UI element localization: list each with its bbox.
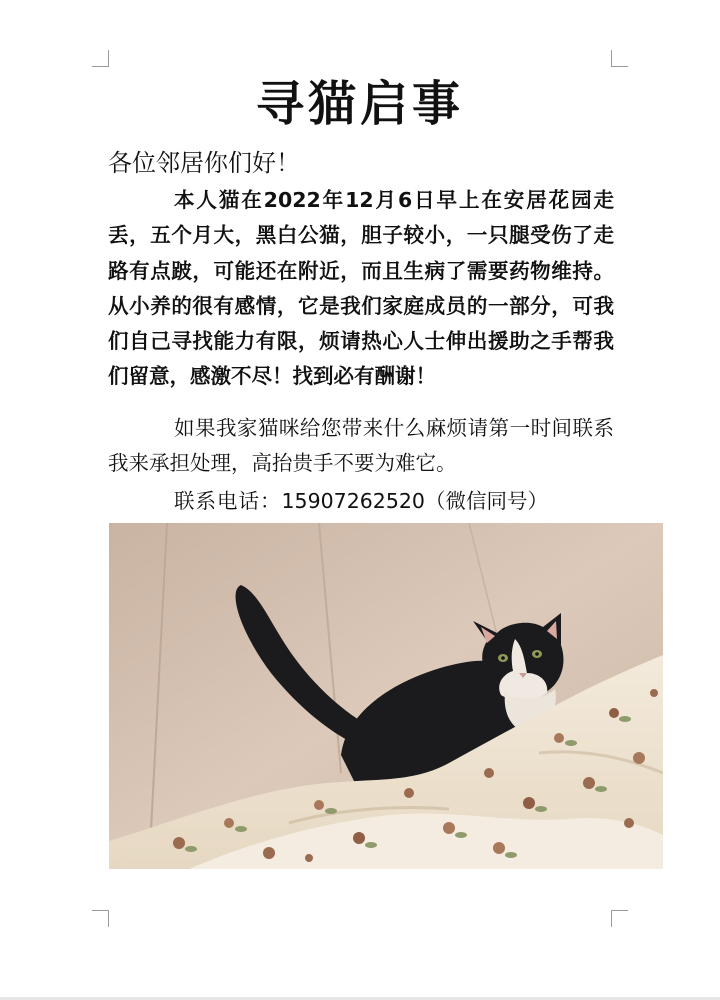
greeting-line: 各位邻居你们好！ (108, 149, 300, 177)
contact-note: （微信同号） (424, 489, 548, 513)
contact-label: 联系电话： (174, 489, 282, 513)
cat-photo-illustration (109, 523, 663, 869)
cat-pupil (501, 656, 505, 660)
margin-corner-mark-bottom-left (92, 910, 109, 927)
description-paragraph: 本人猫在2022年12月6日早上在安居花园走丢，五个月大，黑白公猫，胆子较小，一只腿受伤了走路有点跛，可能还在附近，而且生病了需要药物维持。从小养的很有感情，它是我们家庭成员的一部分，可我们自己寻找能力有限，烦请热心人士伸出援助之手帮我们留意，感激不尽！找到必有酬谢！ (108, 188, 614, 389)
cat-pupil (535, 652, 539, 656)
request-paragraph: 如果我家猫咪给您带来什么麻烦请第一时间联系我来承担处理，高抬贵手不要为难它。 (108, 416, 614, 475)
margin-corner-mark-top-left (92, 50, 109, 67)
contact-line (174, 484, 548, 518)
contact-phone: 15907262520 (281, 489, 425, 513)
margin-corner-mark-top-right (611, 50, 628, 67)
margin-corner-mark-bottom-right (611, 910, 628, 927)
poster-title: 寻猫启事 (255, 76, 464, 132)
cat-photo (109, 523, 663, 869)
